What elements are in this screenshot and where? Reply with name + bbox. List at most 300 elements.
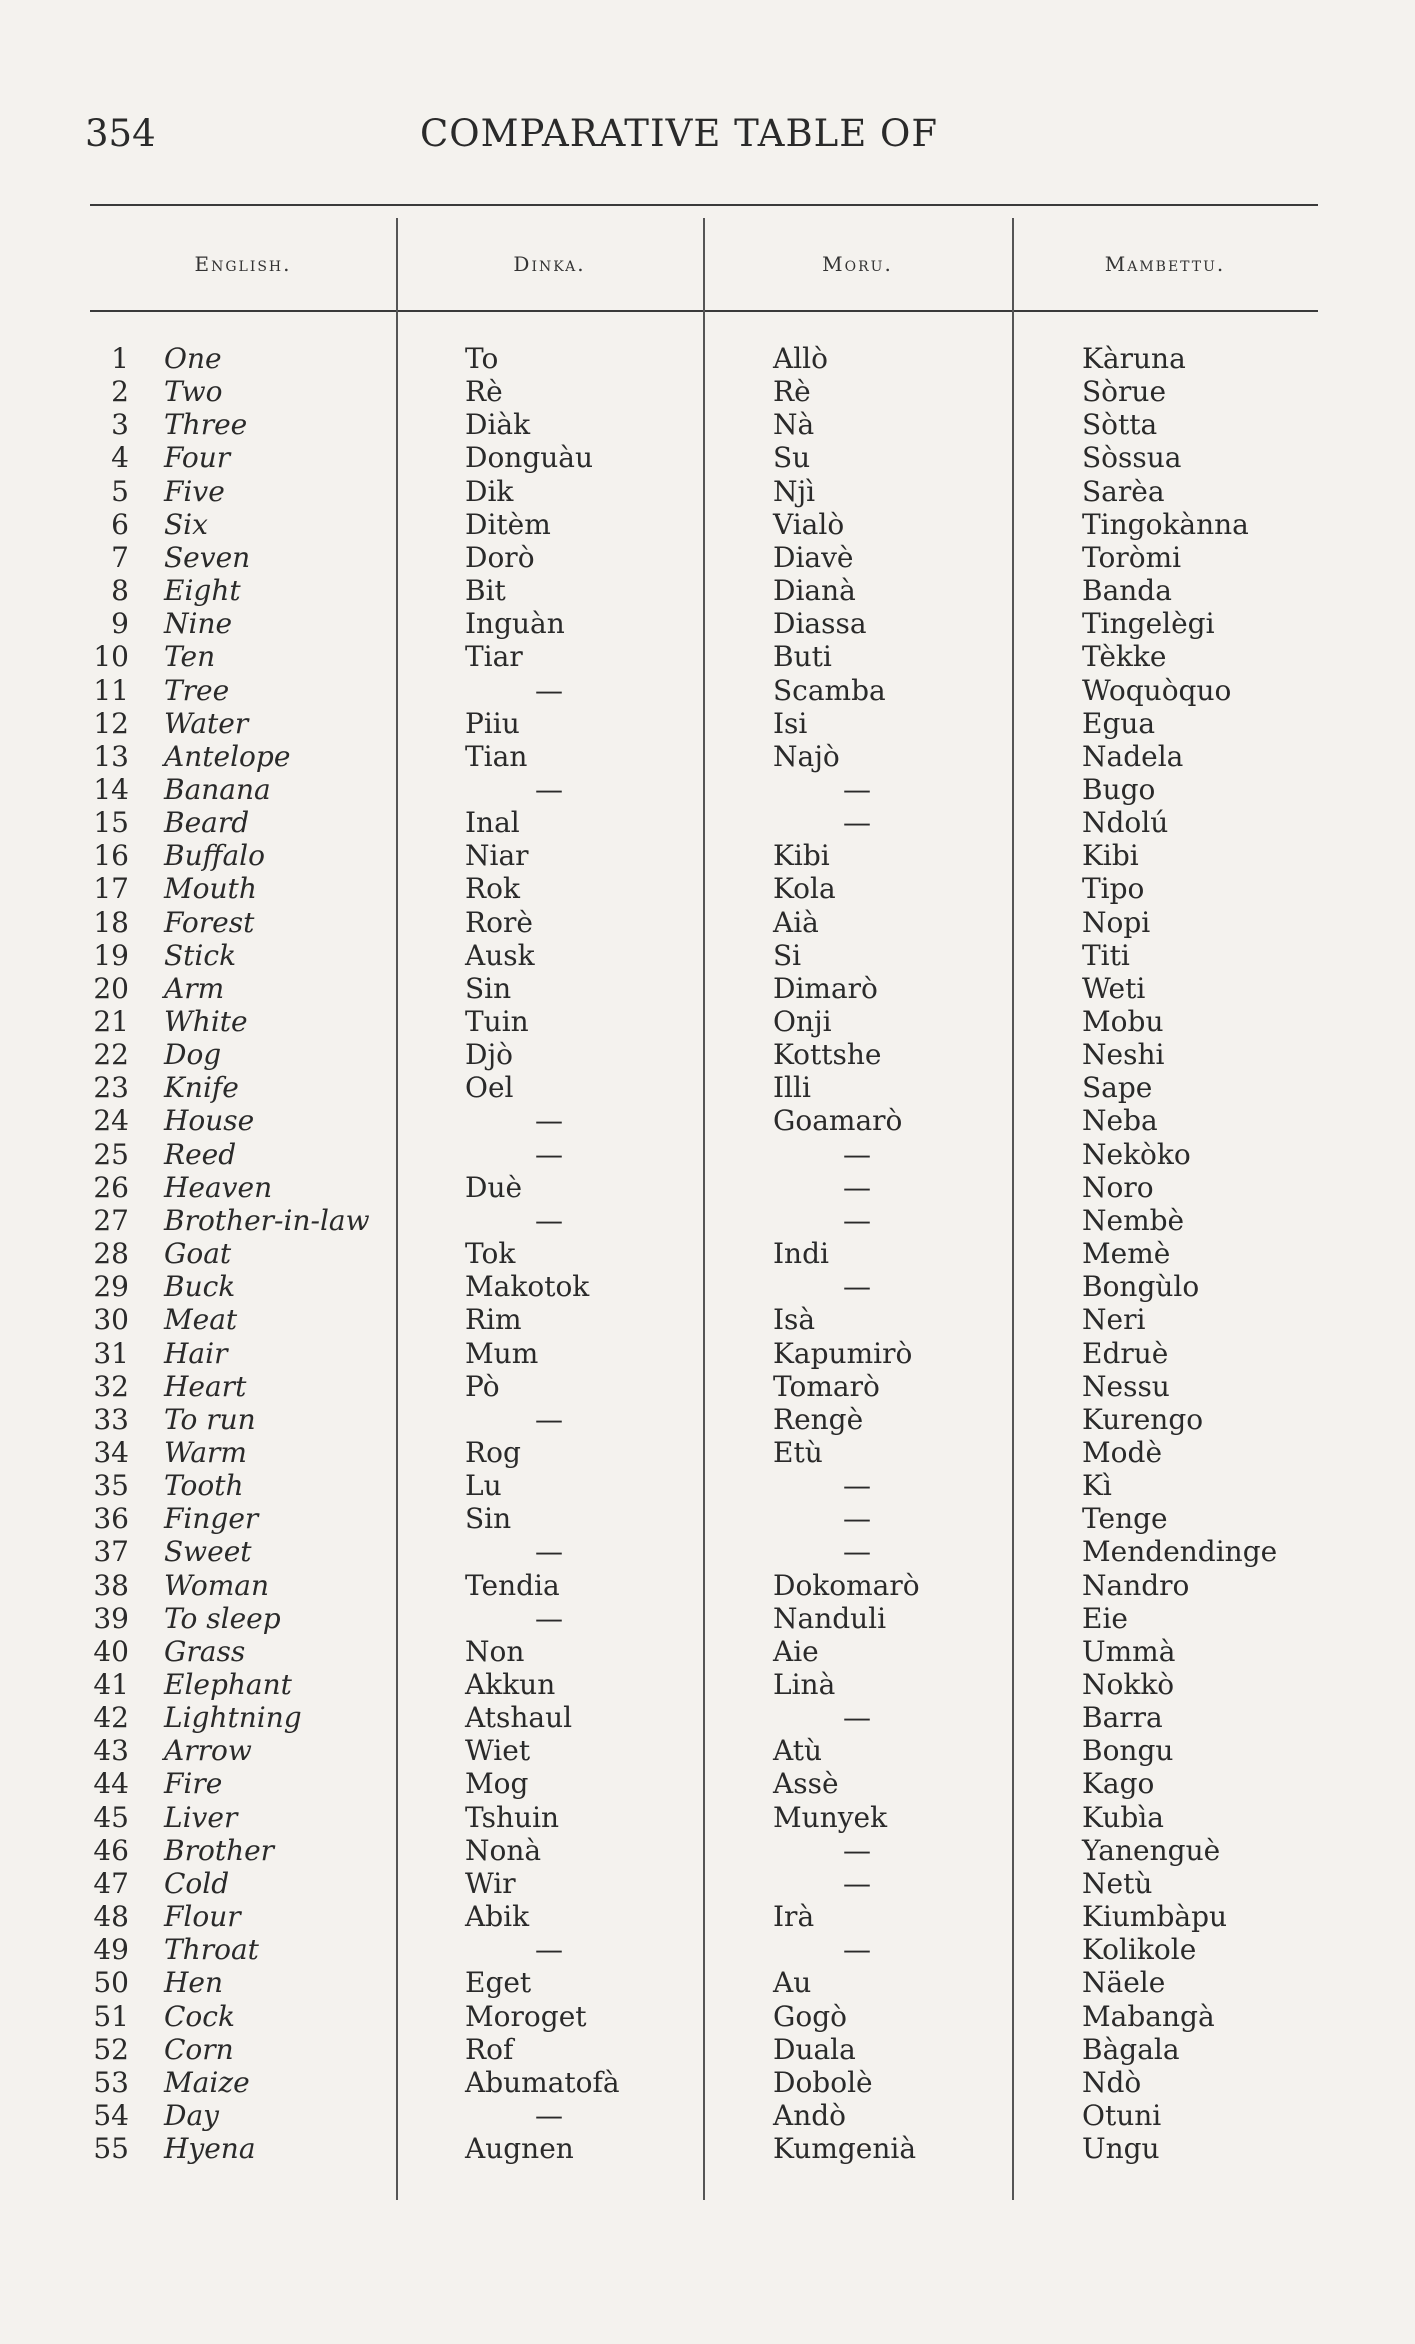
cell-mambettu: Kolikole bbox=[1082, 1933, 1197, 1967]
cell-dinka: Akkun bbox=[465, 1668, 556, 1701]
cell-mambettu: Nessu bbox=[1082, 1369, 1170, 1403]
table-row bbox=[0, 2132, 1415, 2165]
cell-mambettu: Otuni bbox=[1082, 2098, 1162, 2132]
cell-mambettu: Woquòquo bbox=[1082, 673, 1232, 707]
cell-moru: Atù bbox=[773, 1734, 823, 1768]
cell-english: Cold bbox=[164, 1866, 230, 1900]
row-number: 13 bbox=[93, 739, 129, 773]
table-row bbox=[0, 1734, 1415, 1767]
row-number: 32 bbox=[93, 1369, 129, 1403]
cell-moru: — bbox=[843, 1137, 871, 1171]
cell-dinka: Diàk bbox=[465, 408, 531, 442]
page-title: COMPARATIVE TABLE OF bbox=[420, 112, 939, 155]
cell-mambettu: Bàgala bbox=[1082, 2032, 1180, 2066]
cell-mambettu: Neba bbox=[1082, 1104, 1158, 1138]
cell-english: Liver bbox=[164, 1800, 238, 1834]
table-row bbox=[0, 1469, 1415, 1502]
cell-moru: Andò bbox=[773, 2098, 847, 2132]
row-number: 1 bbox=[111, 342, 129, 375]
table-row bbox=[0, 1701, 1415, 1734]
row-number: 33 bbox=[93, 1402, 129, 1436]
row-number: 14 bbox=[93, 772, 129, 806]
cell-english: Corn bbox=[164, 2032, 234, 2066]
cell-dinka: Sin bbox=[465, 971, 512, 1005]
table-row bbox=[0, 872, 1415, 905]
cell-mambettu: Sòrue bbox=[1082, 375, 1167, 409]
table-row bbox=[0, 1867, 1415, 1900]
cell-moru: Munyek bbox=[773, 1800, 888, 1834]
cell-english: Tree bbox=[164, 673, 230, 707]
cell-english: Meat bbox=[164, 1303, 238, 1337]
row-number: 50 bbox=[93, 1966, 129, 2000]
row-number: 25 bbox=[93, 1137, 129, 1171]
table-row bbox=[0, 1104, 1415, 1137]
cell-mambettu: Kiumbàpu bbox=[1082, 1900, 1228, 1934]
row-number: 42 bbox=[93, 1701, 129, 1735]
cell-mambettu: Bongu bbox=[1082, 1734, 1174, 1768]
cell-english: Finger bbox=[164, 1502, 259, 1536]
cell-mambettu: Kàruna bbox=[1082, 342, 1186, 375]
cell-moru: Rengè bbox=[773, 1402, 864, 1436]
column-header-dinka: Dinka. bbox=[513, 252, 586, 276]
cell-dinka: — bbox=[535, 1535, 563, 1569]
table-row bbox=[0, 2066, 1415, 2099]
cell-mambettu: Ungu bbox=[1082, 2132, 1160, 2166]
cell-moru: Duala bbox=[773, 2032, 856, 2066]
row-number: 15 bbox=[93, 806, 129, 840]
cell-english: Day bbox=[164, 2098, 219, 2132]
cell-moru: Diassa bbox=[773, 607, 867, 641]
row-number: 38 bbox=[93, 1568, 129, 1602]
cell-moru: Gogò bbox=[773, 1999, 848, 2033]
row-number: 23 bbox=[93, 1071, 129, 1105]
cell-mambettu: Tipo bbox=[1082, 872, 1145, 906]
cell-mambettu: Nadela bbox=[1082, 739, 1184, 773]
cell-english: Brother bbox=[164, 1833, 275, 1867]
cell-mambettu: Kibi bbox=[1082, 839, 1139, 873]
cell-dinka: — bbox=[535, 1601, 563, 1635]
cell-dinka: Mum bbox=[465, 1336, 539, 1370]
cell-mambettu: Kì bbox=[1082, 1469, 1112, 1503]
cell-moru: — bbox=[843, 1502, 871, 1536]
table-row bbox=[0, 1403, 1415, 1436]
cell-moru: Allò bbox=[773, 342, 828, 375]
table-row bbox=[0, 1303, 1415, 1336]
cell-english: Dog bbox=[164, 1038, 222, 1072]
cell-mambettu: Modè bbox=[1082, 1435, 1163, 1469]
cell-dinka: Abumatofà bbox=[465, 2065, 620, 2099]
cell-english: Arm bbox=[164, 971, 225, 1005]
table-row bbox=[0, 773, 1415, 806]
cell-mambettu: Tèkke bbox=[1082, 640, 1167, 674]
cell-dinka: Rorè bbox=[465, 905, 533, 939]
row-number: 44 bbox=[93, 1767, 129, 1801]
row-number: 28 bbox=[93, 1237, 129, 1271]
cell-mambettu: Tenge bbox=[1082, 1502, 1168, 1536]
cell-dinka: Eget bbox=[465, 1966, 532, 2000]
cell-moru: Tomarò bbox=[773, 1369, 880, 1403]
cell-dinka: — bbox=[535, 2098, 563, 2132]
cell-moru: Linà bbox=[773, 1668, 836, 1701]
cell-dinka: Wir bbox=[465, 1866, 516, 1900]
cell-mambettu: Bongùlo bbox=[1082, 1270, 1200, 1304]
row-number: 6 bbox=[111, 507, 129, 541]
cell-moru: Dokomarò bbox=[773, 1568, 920, 1602]
row-number: 36 bbox=[93, 1502, 129, 1536]
cell-english: Hyena bbox=[164, 2132, 256, 2166]
table-row bbox=[0, 1071, 1415, 1104]
cell-dinka: Donguàu bbox=[465, 441, 594, 475]
table-row bbox=[0, 1138, 1415, 1171]
cell-dinka: Rof bbox=[465, 2032, 514, 2066]
table-row bbox=[0, 607, 1415, 640]
cell-moru: Kumgenià bbox=[773, 2132, 917, 2166]
cell-moru: Diavè bbox=[773, 540, 854, 574]
cell-dinka: Mog bbox=[465, 1767, 529, 1801]
table-row bbox=[0, 674, 1415, 707]
cell-english: One bbox=[164, 342, 222, 375]
table-row bbox=[0, 574, 1415, 607]
cell-dinka: Tok bbox=[465, 1237, 516, 1271]
table-row bbox=[0, 375, 1415, 408]
cell-dinka: Augnen bbox=[465, 2132, 574, 2166]
cell-moru: Indi bbox=[773, 1237, 829, 1271]
cell-mambettu: Tingelègi bbox=[1082, 607, 1215, 641]
cell-dinka: Inal bbox=[465, 806, 520, 840]
row-number: 39 bbox=[93, 1601, 129, 1635]
cell-dinka: Rè bbox=[465, 375, 503, 409]
cell-moru: Najò bbox=[773, 739, 840, 773]
cell-moru: — bbox=[843, 1535, 871, 1569]
cell-moru: — bbox=[843, 1469, 871, 1503]
cell-english: Six bbox=[164, 507, 208, 541]
cell-english: Knife bbox=[164, 1071, 239, 1105]
cell-mambettu: Banda bbox=[1082, 574, 1172, 608]
cell-dinka: — bbox=[535, 673, 563, 707]
cell-mambettu: Edruè bbox=[1082, 1336, 1169, 1370]
cell-moru: Dianà bbox=[773, 574, 856, 608]
cell-moru: — bbox=[843, 1933, 871, 1967]
cell-moru: Etù bbox=[773, 1435, 823, 1469]
cell-dinka: Rok bbox=[465, 872, 520, 906]
page-number: 354 bbox=[85, 112, 156, 155]
cell-moru: — bbox=[843, 1270, 871, 1304]
cell-dinka: Inguàn bbox=[465, 607, 565, 641]
table-row bbox=[0, 806, 1415, 839]
row-number: 10 bbox=[93, 640, 129, 674]
table-row bbox=[0, 906, 1415, 939]
cell-dinka: Pò bbox=[465, 1369, 500, 1403]
cell-moru: Isà bbox=[773, 1303, 816, 1337]
column-header-moru: Moru. bbox=[822, 252, 893, 276]
row-number: 16 bbox=[93, 839, 129, 873]
cell-dinka: Wiet bbox=[465, 1734, 531, 1768]
cell-english: Throat bbox=[164, 1933, 259, 1967]
cell-moru: Njì bbox=[773, 474, 816, 508]
cell-english: Arrow bbox=[164, 1734, 252, 1768]
row-number: 37 bbox=[93, 1535, 129, 1569]
cell-dinka: Lu bbox=[465, 1469, 502, 1503]
cell-mambettu: Netù bbox=[1082, 1866, 1153, 1900]
row-number: 47 bbox=[93, 1866, 129, 1900]
cell-dinka: Duè bbox=[465, 1170, 523, 1204]
cell-dinka: Moroget bbox=[465, 1999, 587, 2033]
row-number: 19 bbox=[93, 938, 129, 972]
row-number: 27 bbox=[93, 1203, 129, 1237]
row-number: 11 bbox=[93, 673, 129, 707]
cell-mambettu: Mendendinge bbox=[1082, 1535, 1278, 1569]
cell-english: Grass bbox=[164, 1634, 246, 1668]
row-number: 46 bbox=[93, 1833, 129, 1867]
table-row bbox=[0, 1502, 1415, 1535]
table-row bbox=[0, 441, 1415, 474]
cell-mambettu: Ndò bbox=[1082, 2065, 1142, 2099]
table-row bbox=[0, 939, 1415, 972]
cell-mambettu: Nopi bbox=[1082, 905, 1151, 939]
row-number: 9 bbox=[111, 607, 129, 641]
row-number: 55 bbox=[93, 2132, 129, 2166]
cell-moru: Illi bbox=[773, 1071, 811, 1105]
cell-mambettu: Tingokànna bbox=[1082, 507, 1249, 541]
row-number: 20 bbox=[93, 971, 129, 1005]
row-number: 21 bbox=[93, 1005, 129, 1038]
table-row bbox=[0, 972, 1415, 1005]
cell-moru: Kottshe bbox=[773, 1038, 882, 1072]
table-row bbox=[0, 508, 1415, 541]
cell-dinka: Dorò bbox=[465, 540, 535, 574]
row-number: 30 bbox=[93, 1303, 129, 1337]
cell-english: Stick bbox=[164, 938, 237, 972]
table-row bbox=[0, 1535, 1415, 1568]
row-number: 12 bbox=[93, 706, 129, 740]
cell-mambettu: Kurengo bbox=[1082, 1402, 1204, 1436]
table-row bbox=[0, 1337, 1415, 1370]
cell-english: Ten bbox=[164, 640, 216, 674]
cell-dinka: Niar bbox=[465, 839, 529, 873]
table-row bbox=[0, 640, 1415, 673]
row-number: 8 bbox=[111, 574, 129, 608]
cell-mambettu: Mabangà bbox=[1082, 1999, 1215, 2033]
cell-moru: Goamarò bbox=[773, 1104, 903, 1138]
row-number: 35 bbox=[93, 1469, 129, 1503]
cell-mambettu: Kago bbox=[1082, 1767, 1155, 1801]
cell-dinka: — bbox=[535, 1933, 563, 1967]
cell-moru: — bbox=[843, 1170, 871, 1204]
cell-moru: Isi bbox=[773, 706, 808, 740]
table-row bbox=[0, 839, 1415, 872]
cell-moru: Irà bbox=[773, 1900, 815, 1934]
cell-moru: Kapumirò bbox=[773, 1336, 913, 1370]
row-number: 5 bbox=[111, 474, 129, 508]
cell-dinka: Tshuin bbox=[465, 1800, 560, 1834]
cell-english: White bbox=[164, 1005, 248, 1038]
cell-mambettu: Neri bbox=[1082, 1303, 1146, 1337]
cell-english: Heart bbox=[164, 1369, 247, 1403]
table-row bbox=[0, 2033, 1415, 2066]
cell-mambettu: Noro bbox=[1082, 1170, 1154, 1204]
cell-english: Eight bbox=[164, 574, 241, 608]
table-row bbox=[0, 1966, 1415, 1999]
row-number: 7 bbox=[111, 540, 129, 574]
row-number: 22 bbox=[93, 1038, 129, 1072]
cell-dinka: Oel bbox=[465, 1071, 514, 1105]
table-row bbox=[0, 1767, 1415, 1800]
cell-english: Mouth bbox=[164, 872, 257, 906]
row-number: 41 bbox=[93, 1668, 129, 1701]
cell-english: Antelope bbox=[164, 739, 291, 773]
table-row bbox=[0, 1801, 1415, 1834]
cell-dinka: — bbox=[535, 1137, 563, 1171]
cell-dinka: Non bbox=[465, 1634, 525, 1668]
cell-english: Two bbox=[164, 375, 223, 409]
cell-english: Lightning bbox=[164, 1701, 302, 1735]
cell-english: Brother-in-law bbox=[164, 1203, 370, 1237]
cell-english: Flour bbox=[164, 1900, 241, 1934]
cell-moru: — bbox=[843, 1866, 871, 1900]
cell-dinka: Atshaul bbox=[465, 1701, 573, 1735]
cell-moru: Scamba bbox=[773, 673, 886, 707]
cell-dinka: Tiar bbox=[465, 640, 523, 674]
cell-moru: Rè bbox=[773, 375, 811, 409]
cell-mambettu: Kubìa bbox=[1082, 1800, 1164, 1834]
row-number: 17 bbox=[93, 872, 129, 906]
cell-english: Hair bbox=[164, 1336, 228, 1370]
table-row bbox=[0, 541, 1415, 574]
table-row bbox=[0, 1668, 1415, 1701]
table-row bbox=[0, 1270, 1415, 1303]
cell-english: Seven bbox=[164, 540, 251, 574]
table-row bbox=[0, 1005, 1415, 1038]
cell-english: Woman bbox=[164, 1568, 270, 1602]
cell-english: Buck bbox=[164, 1270, 236, 1304]
table-row bbox=[0, 408, 1415, 441]
cell-english: Forest bbox=[164, 905, 255, 939]
row-number: 29 bbox=[93, 1270, 129, 1304]
row-number: 31 bbox=[93, 1336, 129, 1370]
table-row bbox=[0, 707, 1415, 740]
row-number: 18 bbox=[93, 905, 129, 939]
cell-mambettu: Egua bbox=[1082, 706, 1156, 740]
cell-mambettu: Sòssua bbox=[1082, 441, 1182, 475]
row-number: 52 bbox=[93, 2032, 129, 2066]
cell-moru: Nanduli bbox=[773, 1601, 887, 1635]
table-row bbox=[0, 740, 1415, 773]
row-number: 49 bbox=[93, 1933, 129, 1967]
cell-english: Cock bbox=[164, 1999, 235, 2033]
cell-moru: Aià bbox=[773, 905, 819, 939]
cell-english: Five bbox=[164, 474, 225, 508]
cell-mambettu: Barra bbox=[1082, 1701, 1163, 1735]
cell-mambettu: Nokkò bbox=[1082, 1668, 1175, 1701]
cell-mambettu: Näele bbox=[1082, 1966, 1166, 2000]
table-row bbox=[0, 1569, 1415, 1602]
table-row bbox=[0, 2000, 1415, 2033]
cell-dinka: Tian bbox=[465, 739, 528, 773]
table-row bbox=[0, 1602, 1415, 1635]
cell-mambettu: Toròmi bbox=[1082, 540, 1182, 574]
cell-english: Hen bbox=[164, 1966, 224, 2000]
cell-mambettu: Eie bbox=[1082, 1601, 1128, 1635]
row-number: 45 bbox=[93, 1800, 129, 1834]
table-top-rule bbox=[90, 204, 1318, 206]
cell-moru: Assè bbox=[773, 1767, 839, 1801]
cell-dinka: — bbox=[535, 1104, 563, 1138]
cell-dinka: Nonà bbox=[465, 1833, 542, 1867]
cell-mambettu: Nekòko bbox=[1082, 1137, 1191, 1171]
cell-mambettu: Nandro bbox=[1082, 1568, 1190, 1602]
cell-english: Fire bbox=[164, 1767, 223, 1801]
cell-mambettu: Weti bbox=[1082, 971, 1146, 1005]
cell-dinka: Sin bbox=[465, 1502, 512, 1536]
table-row bbox=[0, 1171, 1415, 1204]
cell-dinka: — bbox=[535, 1402, 563, 1436]
cell-english: Goat bbox=[164, 1237, 232, 1271]
cell-moru: Dobolè bbox=[773, 2065, 873, 2099]
cell-mambettu: Sarèa bbox=[1082, 474, 1165, 508]
cell-dinka: Bit bbox=[465, 574, 506, 608]
cell-mambettu: Ndolú bbox=[1082, 806, 1169, 840]
cell-dinka: Djò bbox=[465, 1038, 513, 1072]
row-number: 24 bbox=[93, 1104, 129, 1138]
cell-english: To run bbox=[164, 1402, 256, 1436]
cell-english: Banana bbox=[164, 772, 271, 806]
row-number: 51 bbox=[93, 1999, 129, 2033]
table-row bbox=[0, 1038, 1415, 1071]
row-number: 43 bbox=[93, 1734, 129, 1768]
cell-english: Elephant bbox=[164, 1668, 292, 1701]
cell-moru: Si bbox=[773, 938, 802, 972]
row-number: 3 bbox=[111, 408, 129, 442]
cell-moru: — bbox=[843, 1701, 871, 1735]
cell-english: Four bbox=[164, 441, 231, 475]
cell-moru: — bbox=[843, 1203, 871, 1237]
table-row bbox=[0, 342, 1415, 375]
table-row bbox=[0, 1900, 1415, 1933]
cell-dinka: Rim bbox=[465, 1303, 522, 1337]
cell-dinka: Ditèm bbox=[465, 507, 551, 541]
cell-mambettu: Titi bbox=[1082, 938, 1130, 972]
cell-mambettu: Yanenguè bbox=[1082, 1833, 1221, 1867]
cell-dinka: — bbox=[535, 1203, 563, 1237]
cell-dinka: Abik bbox=[465, 1900, 530, 1934]
cell-mambettu: Nembè bbox=[1082, 1203, 1185, 1237]
cell-moru: Au bbox=[773, 1966, 812, 2000]
cell-moru: — bbox=[843, 772, 871, 806]
cell-english: Sweet bbox=[164, 1535, 252, 1569]
cell-english: Buffalo bbox=[164, 839, 265, 873]
cell-moru: Onji bbox=[773, 1005, 832, 1038]
row-number: 2 bbox=[111, 375, 129, 409]
row-number: 4 bbox=[111, 441, 129, 475]
page-header bbox=[85, 112, 1315, 162]
cell-mambettu: Ummà bbox=[1082, 1634, 1176, 1668]
cell-english: House bbox=[164, 1104, 255, 1138]
cell-english: Three bbox=[164, 408, 248, 442]
table-row bbox=[0, 2099, 1415, 2132]
cell-moru: Kibi bbox=[773, 839, 830, 873]
cell-dinka: Makotok bbox=[465, 1270, 590, 1304]
cell-moru: Su bbox=[773, 441, 811, 475]
cell-dinka: Tuin bbox=[465, 1005, 529, 1038]
cell-moru: Vialò bbox=[773, 507, 845, 541]
cell-dinka: To bbox=[465, 342, 499, 375]
cell-english: Heaven bbox=[164, 1170, 273, 1204]
row-number: 26 bbox=[93, 1170, 129, 1204]
cell-dinka: Dik bbox=[465, 474, 514, 508]
cell-mambettu: Sòtta bbox=[1082, 408, 1158, 442]
table-row bbox=[0, 1204, 1415, 1237]
cell-english: Reed bbox=[164, 1137, 237, 1171]
